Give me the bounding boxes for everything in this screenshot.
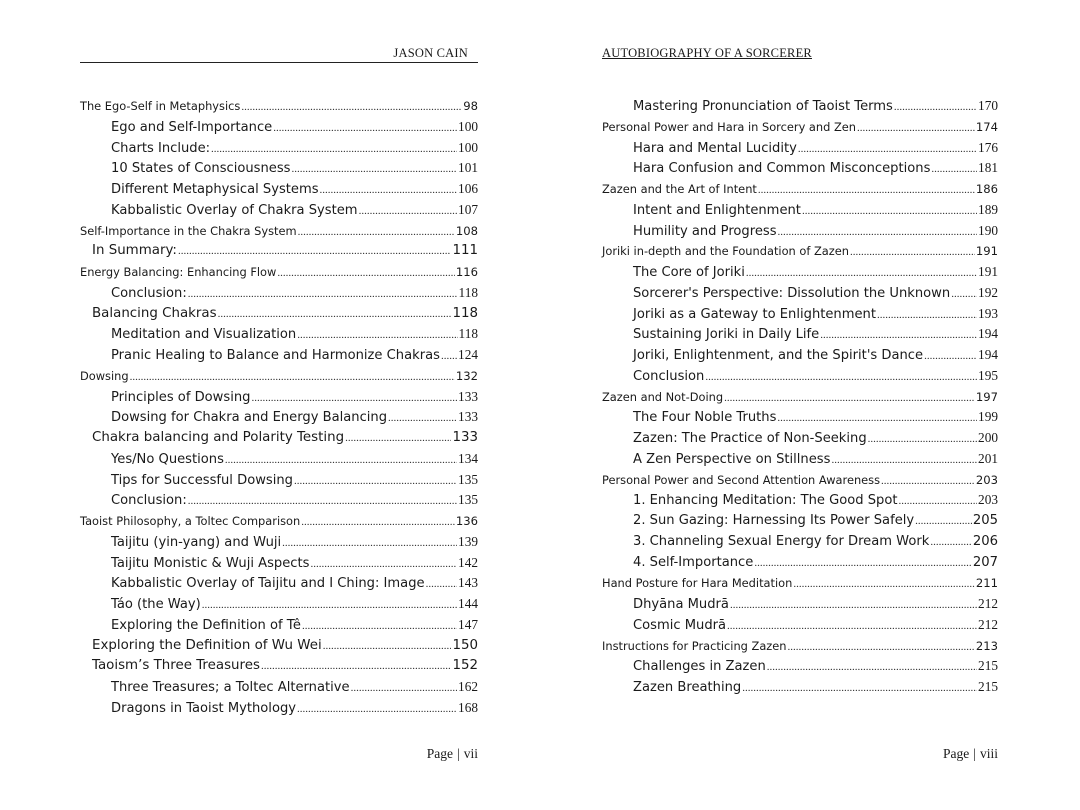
toc-entry-title: Joriki as a Gateway to Enlightenment xyxy=(633,306,876,322)
toc-entry-page: 215 xyxy=(978,679,998,694)
toc-entry xyxy=(602,511,998,532)
dot-leader xyxy=(730,595,977,616)
dot-leader xyxy=(359,201,457,222)
dot-leader xyxy=(778,222,978,243)
toc-entry-title: Balancing Chakras xyxy=(92,305,217,321)
dot-leader xyxy=(802,201,977,222)
toc-entry-page: 194 xyxy=(978,347,998,362)
toc-entry-page: 139 xyxy=(458,533,478,549)
toc-entry xyxy=(80,656,478,677)
toc-entry xyxy=(80,96,478,117)
toc-entry-title: Meditation and Visualization xyxy=(111,327,297,343)
dot-leader xyxy=(767,657,977,678)
toc-entry xyxy=(80,283,478,304)
dot-leader xyxy=(294,471,457,492)
toc-entry-title: Pranic Healing to Balance and Harmonize Chakras xyxy=(111,348,440,363)
toc-entry-title: In Summary: xyxy=(92,243,177,259)
page-footer xyxy=(943,746,998,766)
toc-entry-page: 199 xyxy=(978,409,998,425)
left-page xyxy=(80,0,478,810)
toc-entry-title: 2. Sun Gazing: Harnessing Its Power Safely xyxy=(633,513,915,528)
toc-entry xyxy=(602,470,998,491)
toc-entry xyxy=(80,262,478,283)
toc-entry xyxy=(602,449,998,470)
header-author: JASON CAIN xyxy=(393,46,468,60)
toc-entry xyxy=(602,656,998,677)
toc-entry-title: Cosmic Mudrā xyxy=(633,617,727,633)
toc-entry-title: Taijitu (yin-yang) and Wuji xyxy=(111,534,282,550)
dot-leader xyxy=(881,471,975,492)
table-of-contents xyxy=(602,96,998,698)
toc-entry-page: 174 xyxy=(975,119,998,134)
toc-entry-page: 213 xyxy=(975,638,998,653)
header-book-title: AUTOBIOGRAPHY OF A SORCERER xyxy=(602,46,812,60)
toc-entry-page: 134 xyxy=(458,450,478,466)
toc-entry-title: Yes/No Questions xyxy=(111,451,224,467)
toc-entry-title: Chakra balancing and Polarity Testing xyxy=(92,430,345,445)
toc-entry-page: 203 xyxy=(975,472,998,487)
toc-entry-title: Dragons in Taoist Mythology xyxy=(111,700,297,716)
toc-entry-title: Zazen and Not-Doing xyxy=(602,389,724,404)
dot-leader xyxy=(273,118,457,139)
toc-entry-page: 192 xyxy=(978,284,998,300)
toc-entry-page: 118 xyxy=(452,305,478,321)
toc-entry-title: Charts Include: xyxy=(111,140,211,156)
dot-leader xyxy=(758,180,975,201)
toc-entry-page: 111 xyxy=(452,243,478,259)
toc-entry xyxy=(80,449,478,470)
dot-leader xyxy=(798,139,977,160)
running-header xyxy=(602,44,998,62)
toc-entry xyxy=(602,96,998,117)
toc-entry xyxy=(80,345,478,366)
dot-leader xyxy=(130,367,455,388)
toc-entry xyxy=(602,532,998,553)
toc-entry xyxy=(602,345,998,366)
toc-entry xyxy=(80,532,478,553)
toc-entry-page: 191 xyxy=(978,264,998,279)
toc-entry-page: 194 xyxy=(978,326,998,342)
dot-leader xyxy=(211,139,457,160)
dot-leader xyxy=(188,284,458,305)
toc-entry-title: Dowsing xyxy=(80,368,129,383)
toc-entry-page: 186 xyxy=(975,182,998,196)
toc-entry xyxy=(602,677,998,698)
dot-leader xyxy=(388,408,457,429)
toc-entry-page: 147 xyxy=(458,616,478,632)
toc-entry xyxy=(602,407,998,428)
toc-entry xyxy=(80,221,478,242)
toc-entry xyxy=(602,615,998,636)
dot-leader xyxy=(282,533,457,554)
toc-entry-page: 181 xyxy=(978,160,998,176)
toc-entry-page: 201 xyxy=(978,450,998,466)
toc-entry-title: Zazen and the Art of Intent xyxy=(602,182,757,196)
toc-entry xyxy=(602,594,998,615)
toc-entry-title: Dhyāna Mudrā xyxy=(633,597,729,612)
toc-entry-title: Joriki in-depth and the Foundation of Zazen xyxy=(602,244,849,259)
toc-entry-title: Conclusion: xyxy=(111,285,187,301)
toc-entry-page: 118 xyxy=(458,326,478,342)
toc-entry xyxy=(80,428,478,449)
toc-entry-page: 191 xyxy=(975,244,998,259)
toc-entry-page: 133 xyxy=(458,409,478,425)
toc-entry xyxy=(80,407,478,428)
dot-leader xyxy=(323,636,452,657)
dot-leader xyxy=(777,408,977,429)
toc-entry-title: Challenges in Zazen xyxy=(633,659,766,675)
dot-leader xyxy=(298,222,455,243)
dot-leader xyxy=(951,284,977,305)
toc-entry-page: 108 xyxy=(455,223,478,238)
dot-leader xyxy=(746,263,977,284)
dot-leader xyxy=(320,180,458,201)
toc-entry-page: 142 xyxy=(458,554,478,570)
toc-entry xyxy=(602,117,998,138)
toc-entry-title: Taoism’s Three Treasures xyxy=(92,658,260,674)
dot-leader xyxy=(930,532,971,553)
toc-entry xyxy=(80,615,478,636)
toc-entry-title: Hara and Mental Lucidity xyxy=(633,140,797,156)
toc-entry-title: 1. Enhancing Meditation: The Good Spot xyxy=(633,493,898,509)
toc-entry-page: 189 xyxy=(978,201,998,217)
footer-separator: | xyxy=(973,746,976,761)
dot-leader xyxy=(831,450,977,471)
toc-entry-page: 133 xyxy=(452,430,478,445)
toc-entry-title: Hara Confusion and Common Misconceptions xyxy=(633,161,931,177)
toc-entry xyxy=(602,200,998,221)
toc-entry-page: 211 xyxy=(975,576,998,591)
toc-entry-title: Ego and Self-Importance xyxy=(111,119,273,135)
toc-entry xyxy=(602,366,998,387)
toc-entry-page: 152 xyxy=(452,658,478,674)
toc-entry xyxy=(602,138,998,159)
toc-entry-title: Three Treasures; a Toltec Alternative xyxy=(111,680,350,695)
toc-entry-title: Zazen Breathing xyxy=(633,680,742,695)
toc-entry-title: Tips for Successful Dowsing xyxy=(111,472,293,488)
toc-entry-page: 144 xyxy=(458,596,478,611)
toc-entry xyxy=(80,698,478,719)
page-number: vii xyxy=(463,746,478,761)
toc-entry xyxy=(80,366,478,387)
toc-entry xyxy=(80,553,478,574)
dot-leader xyxy=(302,616,457,637)
toc-entry-title: 3. Channeling Sexual Energy for Dream Work xyxy=(633,533,930,549)
dot-leader xyxy=(931,159,977,180)
toc-entry-title: Conclusion xyxy=(633,368,705,384)
toc-entry-title: Kabbalistic Overlay of Chakra System xyxy=(111,202,358,218)
page-number: viii xyxy=(979,746,998,761)
toc-entry-title: The Core of Joriki xyxy=(633,265,745,280)
toc-entry xyxy=(602,428,998,449)
toc-entry-page: 98 xyxy=(463,99,478,113)
toc-entry-page: 176 xyxy=(978,139,998,155)
toc-entry xyxy=(602,283,998,304)
toc-entry-title: Kabbalistic Overlay of Taijitu and I Ching: Image xyxy=(111,576,425,592)
toc-entry-title: The Four Noble Truths xyxy=(633,410,777,426)
toc-entry-page: 135 xyxy=(458,471,478,487)
dot-leader xyxy=(868,429,977,450)
toc-entry-title: Humility and Progress xyxy=(633,223,777,239)
dot-leader xyxy=(218,304,452,325)
dot-leader xyxy=(345,428,451,449)
dot-leader xyxy=(727,616,977,637)
toc-entry-title: Exploring the Definition of Tê xyxy=(111,617,301,633)
toc-entry-page: 212 xyxy=(978,616,998,632)
toc-entry-title: 4. Self-Importance xyxy=(633,554,754,570)
dot-leader xyxy=(277,263,455,284)
toc-entry-page: 100 xyxy=(458,118,478,134)
toc-entry xyxy=(80,677,478,698)
toc-entry xyxy=(602,158,998,179)
toc-entry-page: 132 xyxy=(455,368,478,383)
running-header xyxy=(80,44,478,63)
toc-entry-page: 207 xyxy=(972,554,998,570)
toc-entry-title: 10 States of Consciousness xyxy=(111,161,291,177)
toc-entry-title: Different Metaphysical Systems xyxy=(111,182,319,197)
dot-leader xyxy=(426,574,457,595)
toc-entry xyxy=(80,387,478,408)
toc-entry-page: 190 xyxy=(978,222,998,238)
toc-entry-page: 135 xyxy=(458,492,478,508)
toc-entry-page: 170 xyxy=(978,98,998,113)
toc-entry xyxy=(80,511,478,532)
toc-entry-title: Self-Importance in the Chakra System xyxy=(80,223,297,238)
dot-leader xyxy=(351,678,457,699)
toc-entry-page: 168 xyxy=(458,699,478,715)
dot-leader xyxy=(292,159,458,180)
toc-entry-title: Personal Power and Hara in Sorcery and Zen xyxy=(602,119,857,134)
dot-leader xyxy=(793,574,975,595)
dot-leader xyxy=(899,491,978,512)
footer-separator: | xyxy=(457,746,460,761)
dot-leader xyxy=(894,97,977,118)
dot-leader xyxy=(301,512,455,533)
toc-entry-page: 205 xyxy=(972,513,998,528)
toc-entry-page: 195 xyxy=(978,367,998,383)
page-footer xyxy=(427,746,478,766)
toc-entry-title: Zazen: The Practice of Non-Seeking xyxy=(633,431,867,446)
toc-entry-title: Personal Power and Second Attention Awareness xyxy=(602,472,881,487)
toc-entry-page: 212 xyxy=(978,596,998,611)
dot-leader xyxy=(297,699,457,720)
toc-entry xyxy=(80,241,478,262)
toc-entry-page: 136 xyxy=(455,514,478,528)
toc-entry xyxy=(80,573,478,594)
toc-entry-title: Táo (the Way) xyxy=(111,597,201,612)
toc-entry-page: 143 xyxy=(458,575,478,591)
toc-entry-title: Mastering Pronunciation of Taoist Terms xyxy=(633,99,893,114)
toc-entry xyxy=(602,573,998,594)
toc-entry-title: Energy Balancing: Enhancing Flow xyxy=(80,265,277,279)
toc-entry-page: 193 xyxy=(978,305,998,321)
toc-entry xyxy=(80,200,478,221)
toc-entry xyxy=(602,262,998,283)
toc-entry-page: 197 xyxy=(975,389,998,404)
toc-entry-page: 206 xyxy=(972,533,998,549)
toc-entry xyxy=(602,636,998,657)
dot-leader xyxy=(877,305,977,326)
toc-entry xyxy=(602,304,998,325)
toc-entry-page: 100 xyxy=(458,139,478,155)
toc-entry-title: Principles of Dowsing xyxy=(111,389,251,405)
toc-entry xyxy=(80,158,478,179)
toc-entry xyxy=(80,490,478,511)
toc-entry-title: Joriki, Enlightenment, and the Spirit's Dance xyxy=(633,348,924,363)
dot-leader xyxy=(705,367,977,388)
toc-entry xyxy=(80,138,478,159)
toc-entry xyxy=(80,179,478,200)
dot-leader xyxy=(754,553,972,574)
toc-entry-page: 203 xyxy=(978,492,998,508)
dot-leader xyxy=(788,637,975,658)
toc-entry-title: Hand Posture for Hara Meditation xyxy=(602,576,793,591)
toc-entry-title: The Ego-Self in Metaphysics xyxy=(80,99,241,113)
toc-entry xyxy=(602,324,998,345)
toc-entry-title: Dowsing for Chakra and Energy Balancing xyxy=(111,410,388,426)
toc-entry xyxy=(602,221,998,242)
toc-entry-page: 200 xyxy=(978,430,998,445)
toc-entry-page: 101 xyxy=(458,160,478,176)
dot-leader xyxy=(724,388,975,409)
dot-leader xyxy=(857,118,975,139)
toc-entry xyxy=(602,179,998,200)
footer-label: Page xyxy=(426,746,454,761)
dot-leader xyxy=(251,388,457,409)
toc-entry-title: Exploring the Definition of Wu Wei xyxy=(92,637,322,653)
dot-leader xyxy=(441,346,457,367)
toc-entry xyxy=(80,324,478,345)
toc-entry-title: A Zen Perspective on Stillness xyxy=(633,451,831,467)
toc-entry xyxy=(80,304,478,325)
dot-leader xyxy=(310,554,457,575)
dot-leader xyxy=(297,325,457,346)
toc-entry-page: 106 xyxy=(458,181,478,196)
toc-entry-page: 118 xyxy=(458,284,478,300)
toc-entry xyxy=(602,241,998,262)
toc-entry-page: 124 xyxy=(458,347,478,362)
toc-entry-title: Conclusion: xyxy=(111,493,187,509)
dot-leader xyxy=(188,491,457,512)
toc-entry xyxy=(80,636,478,657)
toc-entry-title: Sorcerer's Perspective: Dissolution the Unknown xyxy=(633,285,951,301)
right-page xyxy=(602,0,998,810)
toc-entry xyxy=(80,594,478,615)
toc-entry-title: Sustaining Joriki in Daily Life xyxy=(633,327,820,343)
toc-entry xyxy=(80,117,478,138)
dot-leader xyxy=(178,241,451,262)
toc-entry-title: Intent and Enlightenment xyxy=(633,202,801,218)
toc-entry-title: Taijitu Monistic & Wuji Aspects xyxy=(111,555,310,571)
toc-entry xyxy=(80,470,478,491)
table-of-contents xyxy=(80,96,478,719)
toc-entry-page: 150 xyxy=(452,637,478,653)
dot-leader xyxy=(241,97,462,118)
toc-entry-title: Taoist Philosophy, a Toltec Comparison xyxy=(80,514,301,528)
dot-leader xyxy=(742,678,977,699)
toc-entry xyxy=(602,490,998,511)
toc-entry-page: 107 xyxy=(458,201,478,217)
dot-leader xyxy=(225,450,457,471)
toc-entry-page: 116 xyxy=(455,265,478,279)
toc-entry-title: Instructions for Practicing Zazen xyxy=(602,638,787,653)
dot-leader xyxy=(202,595,457,616)
toc-entry xyxy=(602,387,998,408)
dot-leader xyxy=(924,346,977,367)
dot-leader xyxy=(915,511,972,532)
toc-entry xyxy=(602,553,998,574)
toc-entry-page: 133 xyxy=(458,388,478,404)
dot-leader xyxy=(850,242,975,263)
toc-entry-page: 162 xyxy=(458,679,478,694)
toc-entry-page: 215 xyxy=(978,658,998,674)
dot-leader xyxy=(261,656,451,677)
footer-label: Page xyxy=(943,746,970,761)
dot-leader xyxy=(820,325,977,346)
